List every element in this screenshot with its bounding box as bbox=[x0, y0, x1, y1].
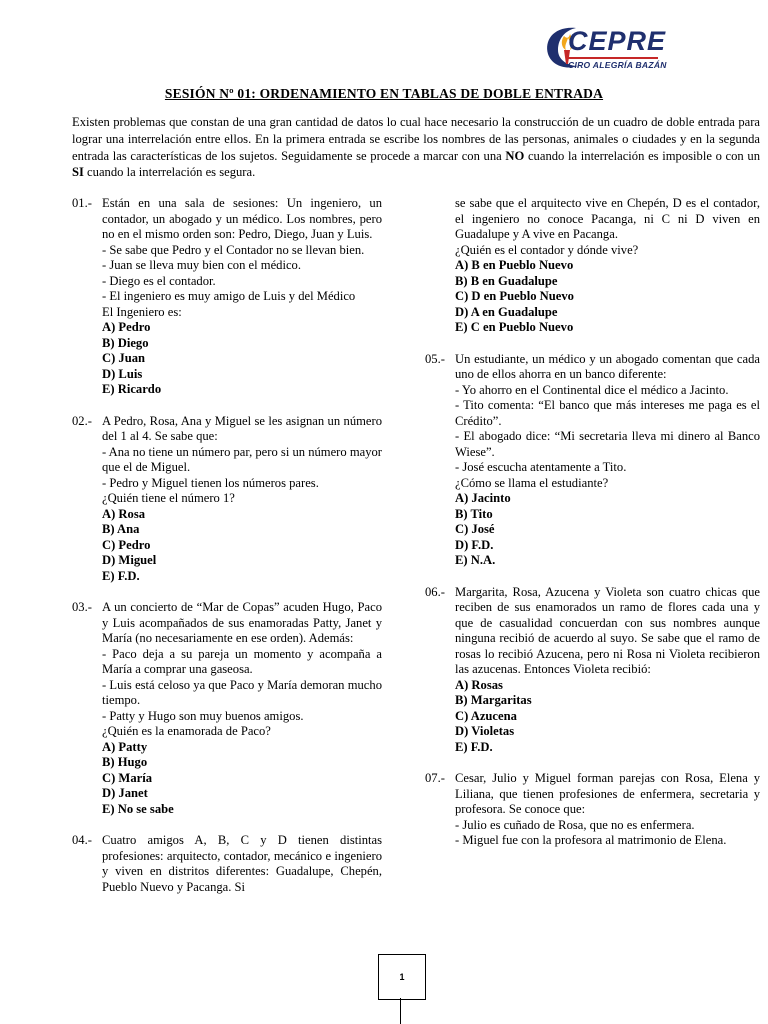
option-e: E) N.A. bbox=[455, 553, 496, 567]
page-number: 1 bbox=[399, 972, 405, 982]
question-number: 02.- bbox=[72, 413, 92, 428]
question-prompt: ¿Cómo se llama el estudiante? bbox=[455, 475, 609, 490]
option-e: E) F.D. bbox=[455, 739, 493, 754]
question-3 bbox=[72, 600, 382, 817]
clue: - Tito comenta: “El banco que más intereses me paga es el Crédito”. bbox=[455, 398, 760, 428]
question-number: 05.- bbox=[425, 351, 445, 366]
option-b: B) Margaritas bbox=[455, 693, 532, 707]
option-e: E) Ricardo bbox=[102, 382, 162, 396]
question-5 bbox=[425, 352, 760, 569]
question-4 bbox=[72, 833, 382, 895]
option-b: B) Hugo bbox=[102, 755, 148, 769]
option-a: A) Pedro bbox=[102, 320, 151, 334]
question-prompt: ¿Quién es la enamorada de Paco? bbox=[102, 724, 271, 738]
option-e: E) C en Pueblo Nuevo bbox=[455, 320, 574, 334]
intro-paragraph: Existen problemas que constan de una gran cantidad de datos lo cual hace necesario la construcción de un cuadro de doble entrada para lograr una interrelación entre ellos. En la primera entrada se escribe los nombres de las personas, animales o ciudades y en la segunda entrada las características de los sujetos. Seguidamente se procede a marcar con una NO cuando la interrelación es imposible o con un SI cuando la interrelación es segura. bbox=[72, 115, 760, 180]
logo-name: CEPRE bbox=[568, 26, 667, 56]
question-2 bbox=[72, 414, 382, 585]
question-text: A un concierto de “Mar de Copas” acuden Hugo, Paco y Luis acompañados de sus enamoradas Patty, Janet y María (no necesariamente en ese orden). Además: bbox=[102, 600, 382, 645]
option-e: E) No se sabe bbox=[102, 801, 174, 816]
logo-subtitle: CIRO ALEGRÍA BAZÁN bbox=[568, 60, 667, 70]
clue: - Diego es el contador. bbox=[102, 273, 216, 288]
question-number: 06.- bbox=[425, 584, 445, 599]
clue: - Patty y Hugo son muy buenos amigos. bbox=[102, 708, 304, 723]
option-d: D) Miguel bbox=[102, 553, 157, 567]
option-c: C) D en Pueblo Nuevo bbox=[455, 289, 574, 303]
clue: - Pedro y Miguel tienen los números pares. bbox=[102, 475, 319, 490]
option-c: C) Azucena bbox=[455, 708, 517, 723]
clue: - Ana no tiene un número par, pero si un número mayor que el de Miguel. bbox=[102, 444, 382, 474]
option-d: D) Janet bbox=[102, 786, 148, 800]
option-a: A) Patty bbox=[102, 739, 148, 754]
option-c: C) María bbox=[102, 770, 153, 785]
page-number-box bbox=[378, 954, 426, 1000]
question-1 bbox=[72, 196, 382, 398]
option-d: D) Luis bbox=[102, 366, 143, 381]
question-7 bbox=[425, 771, 760, 849]
page-title: SESIÓN Nº 01: ORDENAMIENTO EN TABLAS DE DOBLE ENTRADA bbox=[164, 86, 604, 101]
option-b: B) Diego bbox=[102, 335, 149, 350]
question-4-continued bbox=[425, 196, 760, 336]
question-number: 07.- bbox=[425, 771, 445, 785]
question-text-continued: se sabe que el arquitecto vive en Chepén, D es el contador, el ingeniero no conoce Pacanga, ni C ni D viven en Guadalupe y A vive en Pacanga. bbox=[455, 196, 760, 241]
question-text: Están en una sala de sesiones: Un ingeniero, un contador, un abogado y un médico. Los nombres, pero no en el mismo orden son: Pedro, Diego, Juan y Luis. bbox=[102, 196, 382, 241]
option-c: C) Juan bbox=[102, 351, 146, 365]
option-d: D) A en Guadalupe bbox=[455, 304, 558, 319]
question-number: 01.- bbox=[72, 196, 92, 210]
option-c: C) José bbox=[455, 522, 495, 536]
question-text: A Pedro, Rosa, Ana y Miguel se les asignan un número del 1 al 4. Se sabe que: bbox=[102, 413, 382, 443]
option-b: B) Tito bbox=[455, 506, 493, 521]
question-text: Margarita, Rosa, Azucena y Violeta son cuatro chicas que reciben de sus enamorados un ramo de flores cada una y que de casualidad concuerdan con sus nombres aunque ninguna recibió de acuerdo al suyo. Se sabe que el ramo de rosas lo recibió Azucena, pero ni Rosa ni Violeta recibieron las azucenas. Entonces Violeta recibió: bbox=[455, 584, 760, 676]
question-prompt: ¿Quién es el contador y dónde vive? bbox=[455, 242, 639, 257]
clue: - El abogado dice: “Mi secretaria lleva mi dinero al Banco Wiese”. bbox=[455, 429, 760, 459]
option-a: A) Jacinto bbox=[455, 491, 511, 505]
option-b: B) Ana bbox=[102, 522, 140, 536]
clue: - Paco deja a su pareja un momento y acompaña a María a comprar una gaseosa. bbox=[102, 646, 382, 676]
option-e: E) F.D. bbox=[102, 568, 140, 583]
option-c: C) Pedro bbox=[102, 537, 151, 552]
clue: - El ingeniero es muy amigo de Luis y del Médico bbox=[102, 289, 356, 303]
question-number: 04.- bbox=[72, 833, 92, 847]
right-column bbox=[425, 196, 760, 865]
question-text: Cesar, Julio y Miguel forman parejas con Rosa, Elena y Liliana, que tienen profesiones de enfermera, secretaria y profesora. Se conoce que: bbox=[455, 771, 760, 816]
option-b: B) B en Guadalupe bbox=[455, 273, 558, 288]
option-d: D) Violetas bbox=[455, 724, 515, 738]
clue: - Miguel fue con la profesora al matrimonio de Elena. bbox=[455, 833, 727, 847]
option-a: A) Rosa bbox=[102, 506, 146, 521]
left-column bbox=[72, 196, 382, 911]
question-prompt: ¿Quién tiene el número 1? bbox=[102, 491, 235, 505]
page-number-divider bbox=[400, 998, 401, 1024]
clue: - Yo ahorro en el Continental dice el médico a Jacinto. bbox=[455, 382, 729, 397]
option-a: A) Rosas bbox=[455, 677, 503, 692]
clue: - Luis está celoso ya que Paco y María demoran mucho tiempo. bbox=[102, 677, 382, 707]
question-6 bbox=[425, 585, 760, 756]
logo-divider bbox=[568, 57, 658, 59]
clue: - Julio es cuñado de Rosa, que no es enfermera. bbox=[455, 817, 695, 832]
option-d: D) F.D. bbox=[455, 537, 494, 552]
question-text: Un estudiante, un médico y un abogado comentan que cada uno de ellos ahorra en un banco diferente: bbox=[455, 351, 760, 381]
clue: - Juan se lleva muy bien con el médico. bbox=[102, 258, 301, 272]
question-number: 03.- bbox=[72, 600, 92, 614]
question-text: Cuatro amigos A, B, C y D tienen distintas profesiones: arquitecto, contador, mecánico e ingeniero y viven en distritos diferentes: Guadalupe, Chepén, Pueblo Nuevo y Pacanga. Si bbox=[102, 833, 382, 894]
clue: - Se sabe que Pedro y el Contador no se llevan bien. bbox=[102, 242, 365, 257]
question-prompt: El Ingeniero es: bbox=[102, 304, 182, 319]
option-a: A) B en Pueblo Nuevo bbox=[455, 258, 574, 272]
clue: - José escucha atentamente a Tito. bbox=[455, 460, 627, 474]
